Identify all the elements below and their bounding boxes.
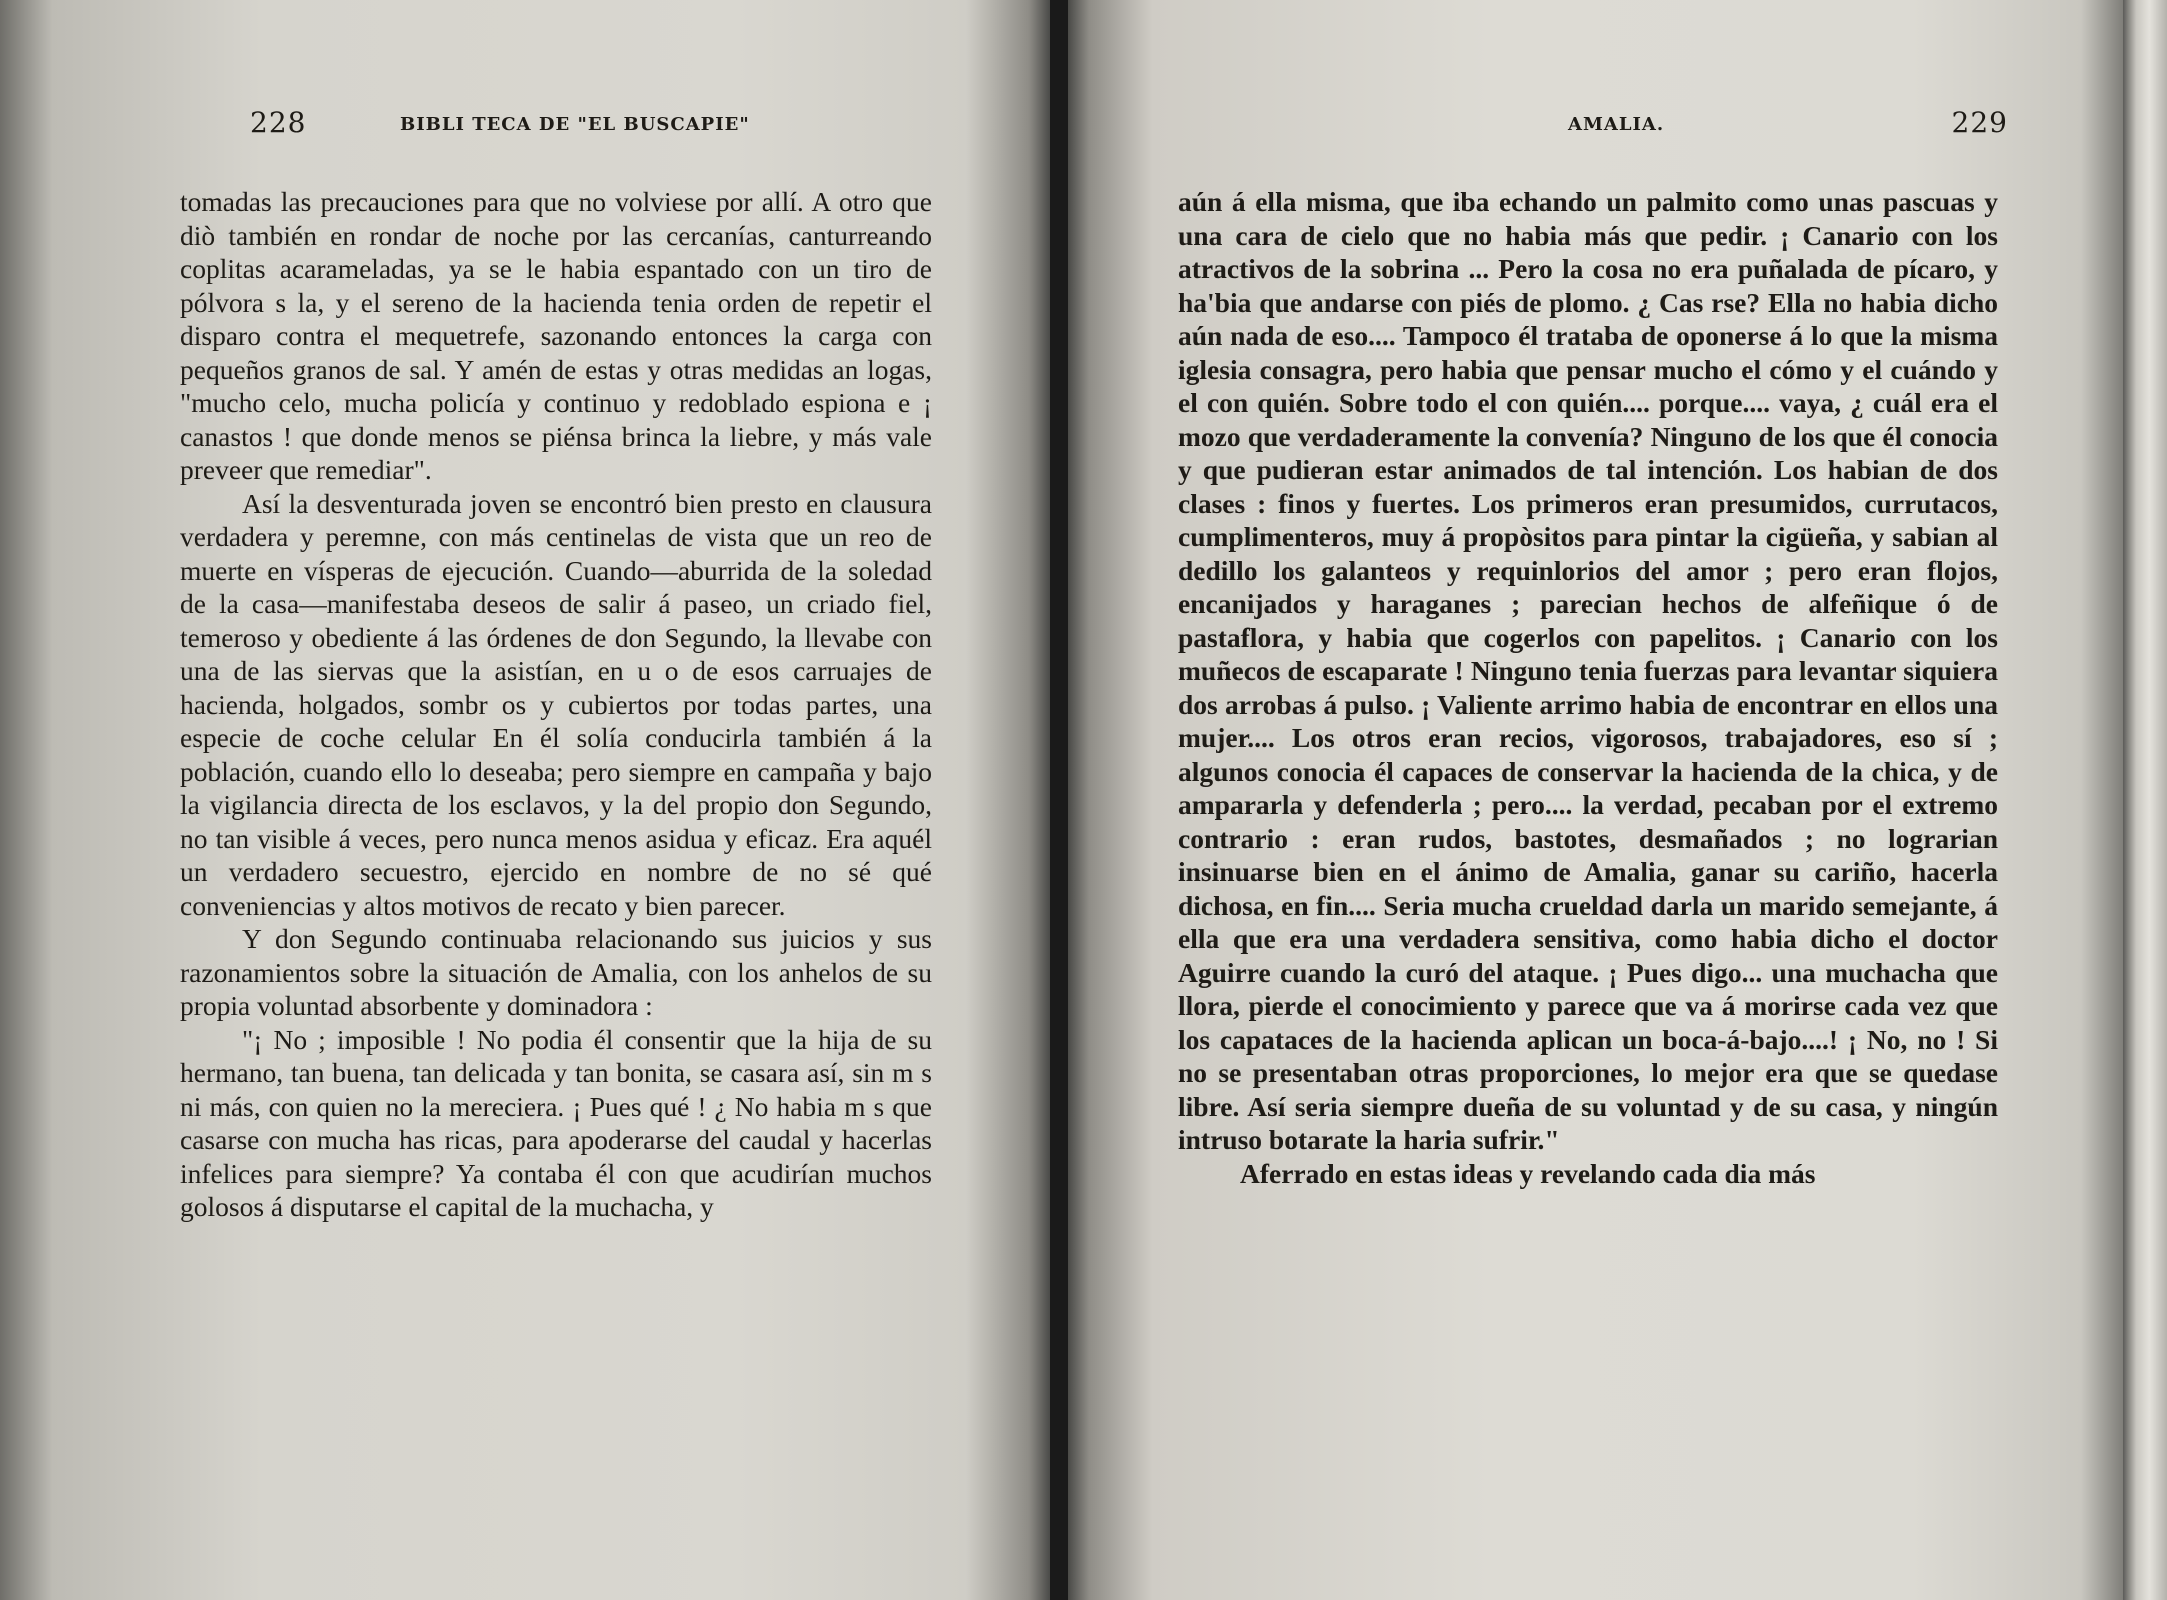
left-header-title: BIBLI TECA DE "EL BUSCAPIE" bbox=[400, 114, 750, 135]
left-body-text bbox=[180, 185, 932, 1224]
right-running-head bbox=[1168, 106, 2008, 146]
right-header-title: AMALIA. bbox=[1568, 114, 1665, 135]
right-paragraph: Aferrado en estas ideas y revelando cada dia más bbox=[1240, 1157, 1816, 1189]
next-page-edge bbox=[2123, 0, 2167, 1600]
left-paragraph: "¡ No ; imposible ! No podia él consentir que la hija de su hermano, tan buena, tan delicada y tan bonita, se casara así, sin m s ni más, con quien no la mereciera. ¡ Pues qué ! ¿ No habia m s que casarse con mucha has ricas, para apoderarse del caudal y hacerlas infelices para siempre? Ya contaba él con que acudirían muchos golosos á disputarse el capital de la muchacha, y bbox=[180, 1023, 932, 1222]
left-paragraph: tomadas las precauciones para que no volviese por allí. A otro que diò también en rondar de noche por las cercanías, canturreando coplitas acarameladas, ya se le habia espantado con un tiro de pólvora s la, y el sereno de la hacienda tenia orden de repetir el disparo contra el mequetrefe, sazonando entonces la carga con pequeños granos de sal. Y amén de estas y otras medidas an logas, "mucho celo, mucha policía y continuo y redoblado espiona e ¡ canastos ! que donde menos se piénsa brinca la liebre, y más vale preveer que remediar". bbox=[180, 186, 932, 485]
left-page-number: 228 bbox=[250, 106, 307, 139]
right-paragraph: aún á ella misma, que iba echando un palmito como unas pascuas y una cara de cielo que no habia más que pedir. ¡ Canario con los atractivos de la sobrina ... Pero la cosa no era puñalada de pícaro, y ha'bia que andarse con piés de plomo. ¿ Cas rse? Ella no habia dicho aún nada de eso.... Tampoco él trataba de oponerse á lo que la misma iglesia consagra, pero habia que pensar mucho el cómo y el cuándo y el con quién. Sobre todo el con quién.... porque.... vaya, ¿ cuál era el mozo que verdaderamente la convenía? Ninguno de los que él conocia y que pudieran estar animados de tal intención. Los habian de dos clases : finos y fuertes. Los primeros eran presumidos, currutacos, cumplimenteros, muy á propòsitos para pintar la cigüeña, y sabian al dedillo los galanteos y requinlorios del amor ; pero eran flojos, encanijados y haraganes ; parecian hechos de alfeñique ó de pastaflora, y habia que cogerlos con papelitos. ¡ Canario con los muñecos de escaparate ! Ninguno tenia fuerzas para levantar siquiera dos arrobas á pulso. ¡ Valiente arrimo habia de encontrar en ellos una mujer.... Los otros eran recios, vigorosos, trabajadores, eso sí ; algunos conocia él capaces de conservar la hacienda de la chica, y de ampararla y defenderla ; pero.... la verdad, pecaban por el extremo contrario : eran rudos, bastotes, desmañados ; no lograrian insinuarse bien en el ánimo de Amalia, ganar su cariño, hacerla dichosa, en fin.... Seria mucha crueldad darla un marido semejante, á ella que era una verdadera sensitiva, como habia dicho el doctor Aguirre cuando la curó del ataque. ¡ Pues digo... una muchacha que llora, pierde el conocimiento y parece que va á morirse cada vez que los capataces de la hacienda aplican un boca-á-bajo....! ¡ No, no ! Si no se presentaban otras proporciones, lo mejor era que se quedase libre. Así seria siempre dueña de su voluntad y de su casa, y ningún intruso botarate la haria sufrir." bbox=[1178, 186, 1998, 1155]
left-running-head bbox=[250, 106, 950, 146]
left-paragraph: Así la desventurada joven se encontró bien presto en clausura verdadera y peremne, con más centinelas de vista que un reo de muerte en vísperas de ejecución. Cuando—aburrida de la soledad de la casa—manifestaba deseos de salir á paseo, un criado fiel, temeroso y obediente á las órdenes de don Segundo, la llevabe con una de las siervas que la asistían, en u o de esos carruajes de hacienda, holgados, sombr os y cubiertos por todas partes, una especie de coche celular En él solía conducirla también á la población, cuando ello lo deseaba; pero siempre en campaña y bajo la vigilancia directa de los esclavos, y la del propio don Segundo, no tan visible á veces, pero nunca menos asidua y eficaz. Era aquél un verdadero secuestro, ejercido en nombre de no sé qué conveniencias y altos motivos de recato y bien parecer. bbox=[180, 487, 932, 921]
left-page bbox=[0, 0, 1050, 1600]
right-body-text bbox=[1178, 185, 1998, 1190]
left-paragraph: Y don Segundo continuaba relacionando sus juicios y sus razonamientos sobre la situación de Amalia, con los anhelos de su propia voluntad absorbente y dominadora : bbox=[180, 923, 932, 1021]
right-page bbox=[1068, 0, 2123, 1600]
right-page-number: 229 bbox=[1951, 106, 2008, 139]
